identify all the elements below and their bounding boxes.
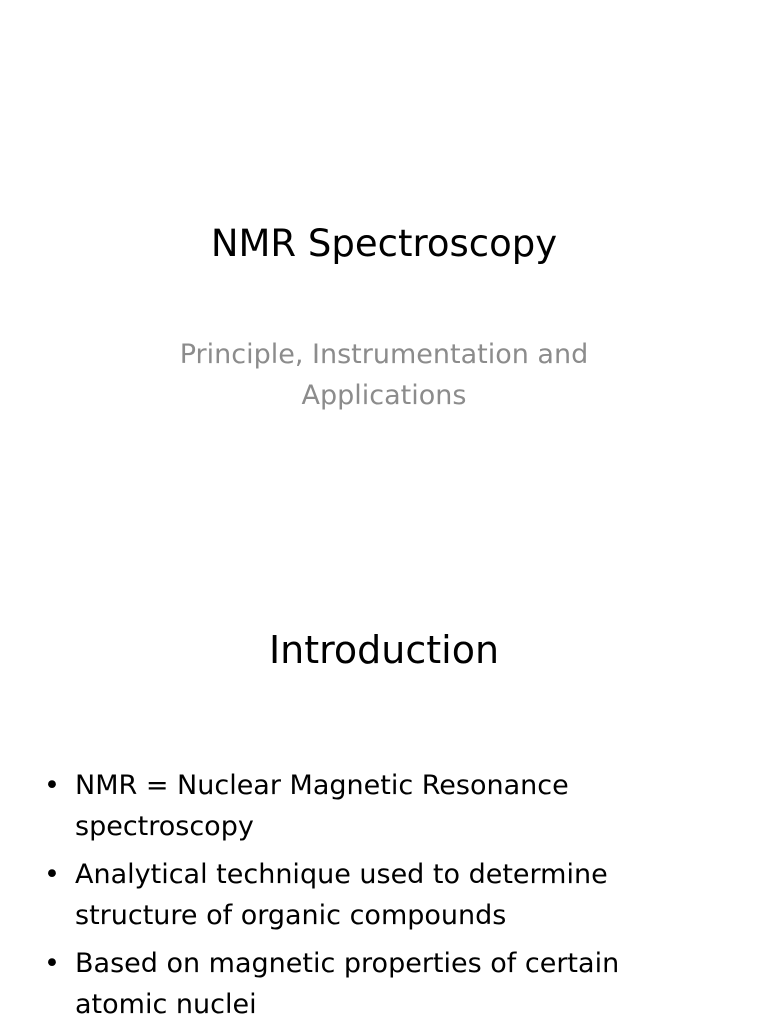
slide-title: NMR Spectroscopy — [210, 222, 558, 265]
bullet-text: Analytical technique used to determine structure of organic compounds — [75, 859, 608, 931]
bullet-text: NMR = Nuclear Magnetic Resonance spectroscopy — [75, 770, 569, 842]
slide-subtitle: Principle, Instrumentation and Applications — [179, 339, 589, 411]
bullet-item — [40, 765, 660, 847]
bullet-dot-icon: • — [44, 859, 60, 890]
bullet-list — [40, 765, 660, 1024]
bullet-dot-icon: • — [44, 770, 60, 801]
section-title: Introduction — [268, 628, 500, 672]
bullet-item — [40, 854, 660, 936]
bullet-item — [40, 943, 660, 1024]
bullet-text: Based on magnetic properties of certain atomic nuclei — [75, 948, 620, 1020]
bullet-dot-icon: • — [44, 948, 60, 979]
